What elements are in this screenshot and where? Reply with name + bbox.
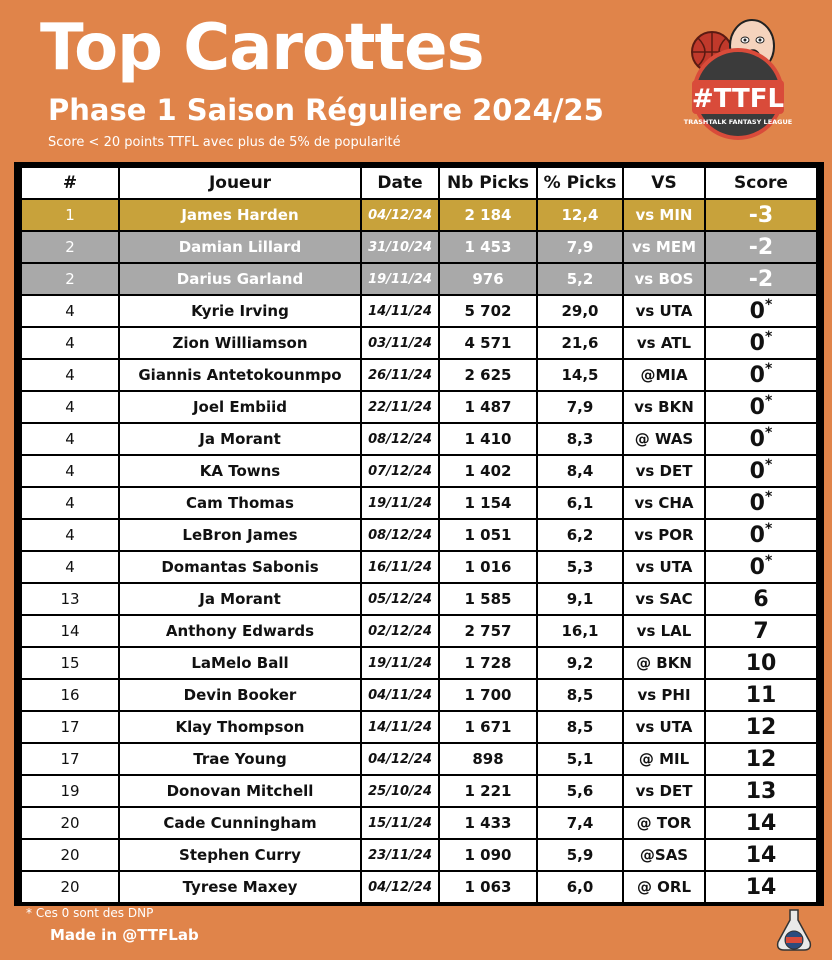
picks-cell: 2 625 [440,360,536,390]
header [0,0,832,160]
date-cell: 04/12/24 [362,200,438,230]
opponent-cell: vs CHA [624,488,704,518]
picks-cell: 1 671 [440,712,536,742]
table-body [22,200,816,902]
table-row [22,712,816,742]
score-value: 0 [749,330,765,356]
rank-cell: 17 [22,744,118,774]
column-header-player: Joueur [120,168,360,198]
score-cell [706,808,816,838]
pct-cell: 6,1 [538,488,622,518]
player-cell: LaMelo Ball [120,648,360,678]
date-cell: 02/12/24 [362,616,438,646]
column-header-score: Score [706,168,816,198]
dnp-marker: * [764,296,773,313]
pct-cell: 7,9 [538,392,622,422]
table-row [22,360,816,390]
dnp-marker: * [764,456,773,473]
score-cell [706,616,816,646]
pct-cell: 9,1 [538,584,622,614]
table-row [22,296,816,326]
dnp-marker: * [764,392,773,409]
table-row [22,680,816,710]
pct-cell: 6,2 [538,520,622,550]
picks-cell: 1 410 [440,424,536,454]
table-row [22,328,816,358]
picks-cell: 1 016 [440,552,536,582]
opponent-cell: @ TOR [624,808,704,838]
table-row [22,648,816,678]
dnp-marker: * [764,424,773,441]
pct-cell: 7,9 [538,232,622,262]
score-cell [706,840,816,870]
picks-cell: 1 728 [440,648,536,678]
date-cell: 16/11/24 [362,552,438,582]
player-cell: James Harden [120,200,360,230]
date-cell: 04/11/24 [362,680,438,710]
date-cell: 31/10/24 [362,232,438,262]
opponent-cell: @ WAS [624,424,704,454]
rank-cell: 4 [22,360,118,390]
score-cell [706,296,816,326]
date-cell: 07/12/24 [362,456,438,486]
pct-cell: 7,4 [538,808,622,838]
date-cell: 04/12/24 [362,744,438,774]
score-cell [706,424,816,454]
opponent-cell: vs PHI [624,680,704,710]
picks-cell: 5 702 [440,296,536,326]
opponent-cell: @SAS [624,840,704,870]
table-row [22,840,816,870]
score-value: 14 [745,842,777,868]
table-row [22,456,816,486]
score-value: 6 [753,586,769,612]
pct-cell: 8,3 [538,424,622,454]
pct-cell: 5,1 [538,744,622,774]
rank-cell: 17 [22,712,118,742]
picks-cell: 1 051 [440,520,536,550]
score-cell [706,456,816,486]
picks-cell: 1 090 [440,840,536,870]
rank-cell: 16 [22,680,118,710]
date-cell: 05/12/24 [362,584,438,614]
player-cell: Anthony Edwards [120,616,360,646]
score-cell [706,712,816,742]
pct-cell: 21,6 [538,328,622,358]
score-cell [706,200,816,230]
date-cell: 15/11/24 [362,808,438,838]
score-cell [706,360,816,390]
date-cell: 14/11/24 [362,712,438,742]
rank-cell: 4 [22,456,118,486]
pct-cell: 8,4 [538,456,622,486]
rank-cell: 20 [22,808,118,838]
ranking-table [20,166,818,904]
date-cell: 19/11/24 [362,488,438,518]
picks-cell: 976 [440,264,536,294]
pct-cell: 16,1 [538,616,622,646]
opponent-cell: vs BKN [624,392,704,422]
rank-cell: 1 [22,200,118,230]
opponent-cell: vs MEM [624,232,704,262]
table-row [22,552,816,582]
dnp-marker: * [764,552,773,569]
player-cell: Cade Cunningham [120,808,360,838]
date-cell: 19/11/24 [362,648,438,678]
table-row [22,808,816,838]
logo-text: #TTFL [691,84,785,114]
pct-cell: 5,2 [538,264,622,294]
column-header-pct: % Picks [538,168,622,198]
opponent-cell: @ ORL [624,872,704,902]
player-cell: Trae Young [120,744,360,774]
player-cell: Damian Lillard [120,232,360,262]
rank-cell: 19 [22,776,118,806]
pct-cell: 5,9 [538,840,622,870]
rank-cell: 4 [22,328,118,358]
date-cell: 25/10/24 [362,776,438,806]
score-cell [706,232,816,262]
player-cell: Darius Garland [120,264,360,294]
rank-cell: 4 [22,488,118,518]
picks-cell: 1 221 [440,776,536,806]
score-value: 0 [749,362,765,388]
score-value: 13 [745,778,777,804]
score-value: 0 [749,490,765,516]
pct-cell: 8,5 [538,680,622,710]
score-value: 0 [749,426,765,452]
score-value: -2 [748,266,774,292]
score-value: 14 [745,874,777,900]
picks-cell: 2 184 [440,200,536,230]
column-header-rank: # [22,168,118,198]
rank-cell: 20 [22,840,118,870]
score-value: 11 [745,682,777,708]
rank-cell: 2 [22,264,118,294]
table-row [22,520,816,550]
score-cell [706,392,816,422]
pct-cell: 14,5 [538,360,622,390]
picks-cell: 1 487 [440,392,536,422]
table-row [22,264,816,294]
dnp-marker: * [764,488,773,505]
picks-cell: 1 585 [440,584,536,614]
score-value: -2 [748,234,774,260]
table-row [22,200,816,230]
player-cell: Ja Morant [120,424,360,454]
opponent-cell: vs MIN [624,200,704,230]
page-title: Top Carottes [40,11,484,85]
picks-cell: 1 154 [440,488,536,518]
table-row [22,584,816,614]
dnp-marker: * [764,328,773,345]
date-cell: 14/11/24 [362,296,438,326]
player-cell: KA Towns [120,456,360,486]
score-value: 12 [745,714,777,740]
score-cell [706,872,816,902]
pct-cell: 8,5 [538,712,622,742]
score-cell [706,680,816,710]
player-cell: Joel Embiid [120,392,360,422]
score-cell [706,264,816,294]
opponent-cell: vs UTA [624,296,704,326]
rank-cell: 2 [22,232,118,262]
pct-cell: 6,0 [538,872,622,902]
opponent-cell: vs LAL [624,616,704,646]
picks-cell: 1 063 [440,872,536,902]
pct-cell: 5,6 [538,776,622,806]
opponent-cell: vs UTA [624,552,704,582]
picks-cell: 4 571 [440,328,536,358]
page-description: Score < 20 points TTFL avec plus de 5% de popularité [48,135,401,150]
column-header-picks: Nb Picks [440,168,536,198]
score-value: 0 [749,458,765,484]
picks-cell: 1 700 [440,680,536,710]
date-cell: 04/12/24 [362,872,438,902]
picks-cell: 1 433 [440,808,536,838]
dnp-marker: * [764,360,773,377]
date-cell: 19/11/24 [362,264,438,294]
player-cell: Klay Thompson [120,712,360,742]
picks-cell: 898 [440,744,536,774]
logo-tagline: TRASHTALK FANTASY LEAGUE [683,118,793,126]
credit: Made in @TTFLab [50,926,199,944]
player-cell: Zion Williamson [120,328,360,358]
score-cell [706,328,816,358]
score-value: 14 [745,810,777,836]
date-cell: 08/12/24 [362,424,438,454]
opponent-cell: vs ATL [624,328,704,358]
score-value: 0 [749,522,765,548]
score-cell [706,744,816,774]
score-value: 0 [749,394,765,420]
footnote: * Ces 0 sont des DNP [26,906,154,920]
table-row [22,744,816,774]
rank-cell: 4 [22,520,118,550]
date-cell: 23/11/24 [362,840,438,870]
score-value: 7 [753,618,769,644]
date-cell: 22/11/24 [362,392,438,422]
score-cell [706,584,816,614]
date-cell: 03/11/24 [362,328,438,358]
opponent-cell: vs POR [624,520,704,550]
table-row [22,616,816,646]
dnp-marker: * [764,520,773,537]
picks-cell: 1 453 [440,232,536,262]
opponent-cell: vs DET [624,776,704,806]
rank-cell: 13 [22,584,118,614]
pct-cell: 29,0 [538,296,622,326]
table-row [22,232,816,262]
player-cell: Kyrie Irving [120,296,360,326]
score-cell [706,520,816,550]
opponent-cell: vs DET [624,456,704,486]
opponent-cell: @MIA [624,360,704,390]
player-cell: Cam Thomas [120,488,360,518]
pct-cell: 5,3 [538,552,622,582]
picks-cell: 1 402 [440,456,536,486]
table-row [22,776,816,806]
rank-cell: 14 [22,616,118,646]
score-cell [706,648,816,678]
opponent-cell: vs SAC [624,584,704,614]
rank-cell: 4 [22,392,118,422]
player-cell: Ja Morant [120,584,360,614]
score-value: 0 [749,298,765,324]
table-row [22,392,816,422]
player-cell: LeBron James [120,520,360,550]
opponent-cell: @ BKN [624,648,704,678]
table-row [22,424,816,454]
player-cell: Donovan Mitchell [120,776,360,806]
score-cell [706,552,816,582]
table-row [22,872,816,902]
ttflab-icon [774,908,814,952]
rank-cell: 4 [22,296,118,326]
opponent-cell: vs BOS [624,264,704,294]
opponent-cell: @ MIL [624,744,704,774]
player-cell: Tyrese Maxey [120,872,360,902]
page-subtitle: Phase 1 Saison Réguliere 2024/25 [48,93,604,127]
score-value: 12 [745,746,777,772]
score-cell [706,776,816,806]
date-cell: 26/11/24 [362,360,438,390]
score-value: 0 [749,554,765,580]
rank-cell: 20 [22,872,118,902]
pct-cell: 9,2 [538,648,622,678]
column-header-vs: VS [624,168,704,198]
player-cell: Devin Booker [120,680,360,710]
player-cell: Domantas Sabonis [120,552,360,582]
score-value: -3 [748,202,774,228]
rank-cell: 15 [22,648,118,678]
score-cell [706,488,816,518]
column-header-date: Date [362,168,438,198]
ranking-table-container [14,162,824,906]
table-row [22,488,816,518]
ttfl-logo [672,10,802,140]
opponent-cell: vs UTA [624,712,704,742]
score-value: 10 [745,650,777,676]
picks-cell: 2 757 [440,616,536,646]
rank-cell: 4 [22,424,118,454]
rank-cell: 4 [22,552,118,582]
player-cell: Stephen Curry [120,840,360,870]
player-cell: Giannis Antetokounmpo [120,360,360,390]
pct-cell: 12,4 [538,200,622,230]
date-cell: 08/12/24 [362,520,438,550]
table-header-row [22,168,816,198]
